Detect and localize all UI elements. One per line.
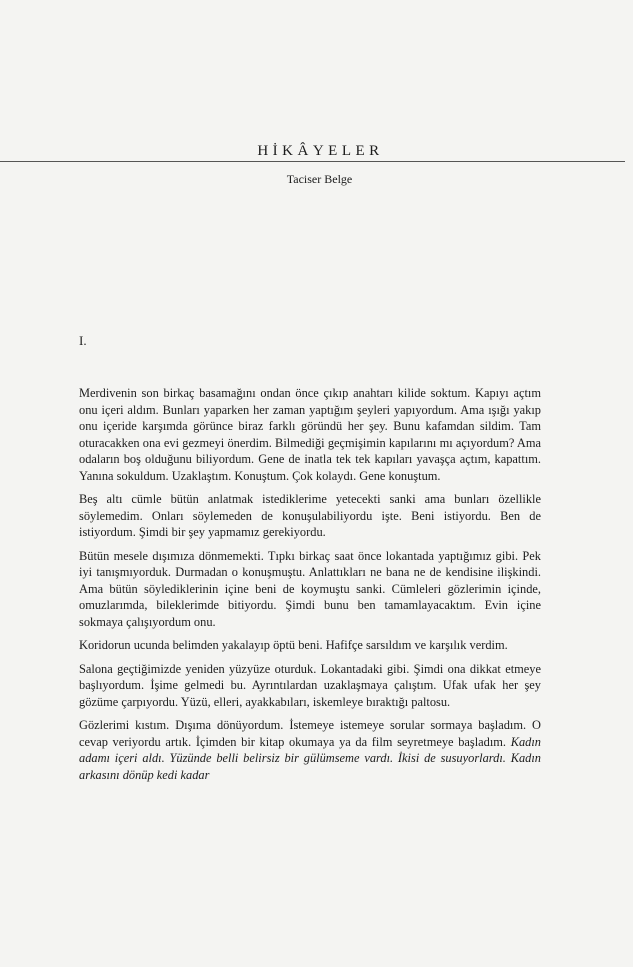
paragraph-2: Beş altı cümle bütün anlatmak istediklerime yetecekti sanki ama bunları özellikle söylemedim. Onları söylemeden de konuşulabiliyordu işte. Beni istiyordu. Ben de istiyordum. Şimdi bir şey yapmamız gerekiyordu. (79, 492, 541, 539)
paragraph-4: Koridorun ucunda belimden yakalayıp öptü beni. Hafifçe sarsıldım ve karşılık verdim. (79, 638, 508, 652)
section-number: I. (79, 333, 87, 348)
paragraph-6-italic: Kadın adamı içeri aldı. Yüzünde belli belirsiz bir gülümseme vardı. İkisi de susuyorlardı. Kadın arkasını dönüp kedi kadar (79, 734, 541, 782)
paragraph-5: Salona geçtiğimizde yeniden yüzyüze oturduk. Lokantadaki gibi. Şimdi ona dikkat etmeye başlıyordum. İşime gelmedi bu. Ayrıntılardan uzaklaşmaya çalıştım. Ufak ufak her şey gözüme çarpıyordu. Yüzü, elleri, ayakkabıları, iskemleye bıraktığı paltosu. (79, 661, 541, 709)
author-name: Taciser Belge (286, 172, 353, 186)
paragraph-6 (79, 717, 541, 783)
header-rule (0, 161, 625, 162)
paragraph-6-plain: Gözlerimi kıstım. Dışıma dönüyordum. İstemeye istemeye sorular sormaya başladım. O cevap veriyordu artık. İçimden bir kitap okumaya ya da film seyretmeye başladım. (79, 718, 541, 749)
paragraph-3: Bütün mesele dışımıza dönmemekti. Tıpkı birkaç saat önce lokantada yaptığımız gibi. Pek iyi tanışmıyorduk. Durmadan o konuşmuştu. Anlattıkları ne bana ne de kendisine ilişkindi. Ama bütün söylediklerinin içine beni de koymuştu sanki. Cümleleri gözlerimin içinde, omuzlarımda, bileklerimde bitiyordu. Şimdi bunu ben tamamlayacaktım. Evin içine sokmaya çalışıyordum onu. (79, 548, 541, 629)
story-body (79, 385, 541, 783)
running-header-title: HİKÂYELER (257, 143, 384, 159)
paragraph-1: Merdivenin son birkaç basamağını ondan önce çıkıp anahtarı kilide soktum. Kapıyı açtım onu içeri aldım. Bunları yaparken her zaman yaptığım şeyleri yapıyordum. Ama ışığı yakıp onu içeride karşımda görünce biraz farklı göründü her şey. Bunu kafamdan sildim. Tam oturacakken ona evi gezmeyi önerdim. Bilmediği geçmişimin kapılarını mı açıyordum? Ama odaların boş olduğunu biliyordum. Gene de inatla tek tek kapıları yavaşça açtım, kapattım. Yanına sokuldum. Uzaklaştım. Konuştum. Çok kolaydı. Gene konuştum. (79, 386, 541, 483)
